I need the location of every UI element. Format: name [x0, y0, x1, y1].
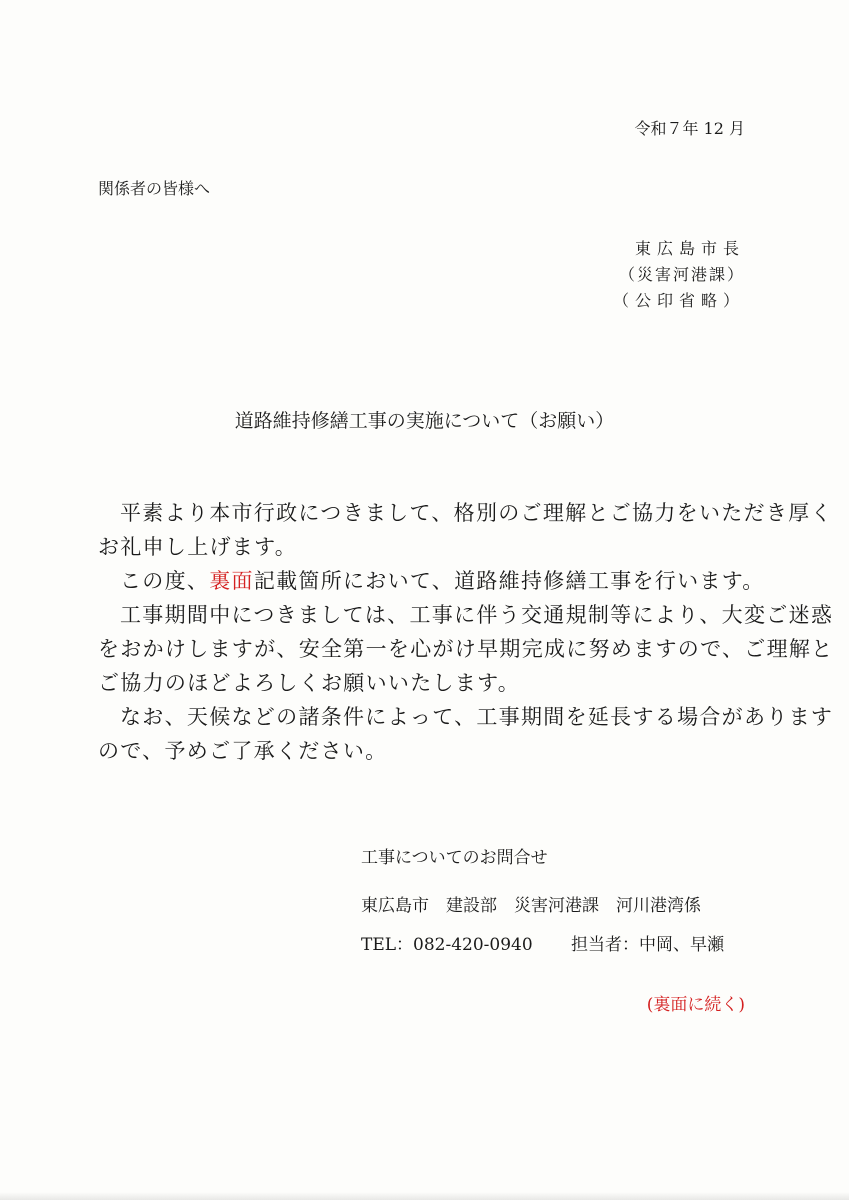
- body-line: なお、天候などの諸条件によって、工事期間を延長する場合があります: [120, 705, 834, 729]
- page-edge: [0, 1192, 849, 1200]
- body-line: ので、予めご了承ください。: [98, 739, 388, 763]
- body-line: ご協力のほどよろしくお願いいたします。: [98, 671, 521, 695]
- body-line: 工事期間中につきましては、工事に伴う交通規制等により、大変ご迷惑: [120, 603, 834, 627]
- body-line: 平素より本市行政につきまして、格別のご理解とご協力をいただき厚く: [120, 501, 833, 525]
- contact-heading: 工事についてのお問合せ: [361, 848, 548, 868]
- seal-omitted-note: （公印省略）: [612, 291, 745, 310]
- body-line: [120, 565, 765, 595]
- sender-name: 東広島市長: [634, 239, 745, 258]
- contact-department: 東広島市 建設部 災害河港課 河川港湾係: [361, 896, 701, 916]
- body-line: お礼申し上げます。: [98, 535, 298, 559]
- continued-note: (裏面に続く): [646, 995, 745, 1015]
- addressee: 関係者の皆様へ: [98, 179, 211, 198]
- document-title: 道路維持修繕工事の実施について（お願い）: [234, 410, 615, 432]
- body-text: この度、: [120, 569, 210, 593]
- date: 令和７年 12 月: [634, 119, 745, 138]
- sender-department: （災害河港課）: [618, 265, 745, 284]
- highlight-text: 裏面: [209, 569, 254, 593]
- body-text: 記載箇所において、道路維持修繕工事を行います。: [253, 569, 765, 593]
- contact-person: 担当者：中岡、早瀬: [571, 935, 724, 955]
- contact-tel: TEL：082-420-0940: [361, 935, 533, 955]
- body-line: をおかけしますが、安全第一を心がけ早期完成に努めますので、ご理解と: [98, 637, 834, 661]
